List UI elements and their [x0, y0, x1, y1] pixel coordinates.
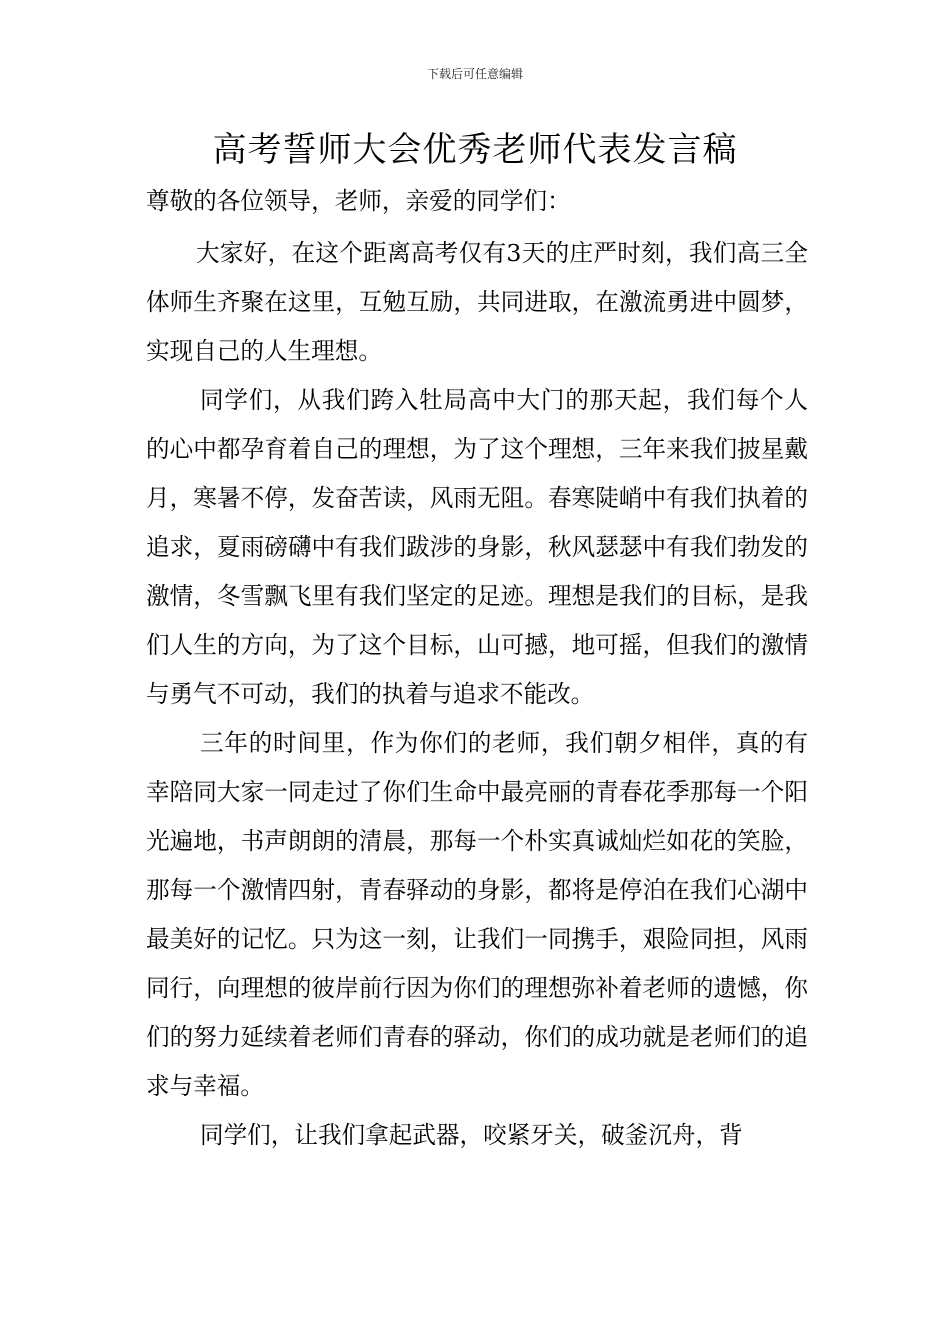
- paragraph-3: 三年的时间里，作为你们的老师，我们朝夕相伴，真的有幸陪同大家一同走过了你们生命中最亮丽的青春花季那每一个阳光遍地，书声朗朗的清晨，那每一个朴实真诚灿烂如花的笑脸，那每一个激情四射，青春驿动的身影，都将是停泊在我们心湖中最美好的记忆。只为这一刻，让我们一同携手，艰险同担，风雨同行，向理想的彼岸前行因为你们的理想弥补着老师的遗憾，你们的努力延续着老师们青春的驿动，你们的成功就是老师们的追求与幸福。: [146, 729, 808, 1100]
- paragraph-4: 同学们，让我们拿起武器，咬紧牙关，破釜沉舟，背: [200, 1121, 743, 1149]
- document-title: 高考誓师大会优秀老师代表发言稿: [212, 130, 738, 170]
- salutation: 尊敬的各位领导，老师，亲爱的同学们：: [146, 187, 571, 215]
- document-body: [146, 177, 808, 1160]
- paragraph-1: 大家好，在这个距离高考仅有3天的庄严时刻，我们高三全体师生齐聚在这里，互勉互励，共同进取，在激流勇进中圆梦，实现自己的人生理想。: [146, 239, 808, 365]
- paragraph-2: 同学们，从我们跨入牡局高中大门的那天起，我们每个人的心中都孕育着自己的理想，为了这个理想，三年来我们披星戴月，寒暑不停，发奋苦读，风雨无阻。春寒陡峭中有我们执着的追求，夏雨磅礴中有我们跋涉的身影，秋风瑟瑟中有我们勃发的激情，冬雪飘飞里有我们坚定的足迹。理想是我们的目标，是我们人生的方向，为了这个目标，山可撼，地可摇，但我们的激情与勇气不可动，我们的执着与追求不能改。: [146, 386, 808, 708]
- header-note: 下载后可任意编辑: [426, 67, 523, 81]
